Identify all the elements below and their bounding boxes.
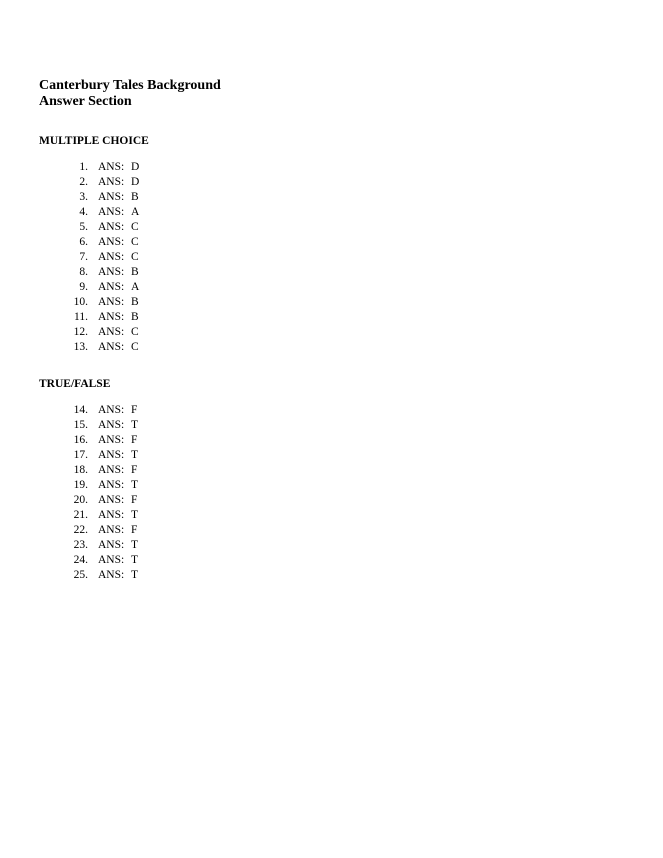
question-number: 12.: [73, 326, 88, 338]
answer-value: D: [131, 176, 140, 188]
answer-row: [0, 553, 300, 568]
question-number: 1.: [79, 161, 88, 173]
answer-value: F: [131, 434, 138, 446]
answer-value: F: [131, 524, 138, 536]
answer-value: A: [131, 206, 140, 218]
answer-value: C: [131, 236, 139, 248]
question-number: 17.: [73, 449, 88, 461]
answer-value: F: [131, 464, 138, 476]
answer-value: D: [131, 161, 140, 173]
answer-row: [0, 265, 300, 280]
answer-row: [0, 523, 300, 538]
answer-value: B: [131, 191, 139, 203]
question-number: 10.: [73, 296, 88, 308]
answer-value: T: [131, 449, 139, 461]
question-number: 6.: [79, 236, 88, 248]
answer-label: ANS:: [98, 281, 125, 293]
question-number: 21.: [73, 509, 88, 521]
answer-label: ANS:: [98, 266, 125, 278]
answer-row: [0, 160, 300, 175]
answer-row: [0, 190, 300, 205]
answer-row: [0, 220, 300, 235]
question-number: 15.: [73, 419, 88, 431]
answer-row: [0, 478, 300, 493]
answer-label: ANS:: [98, 161, 125, 173]
answer-label: ANS:: [98, 479, 125, 491]
question-number: 25.: [73, 569, 88, 581]
answer-label: ANS:: [98, 434, 125, 446]
answer-row: [0, 568, 300, 583]
answer-label: ANS:: [98, 326, 125, 338]
answer-row: [0, 448, 300, 463]
question-number: 13.: [73, 341, 88, 353]
answer-row: [0, 250, 300, 265]
question-number: 9.: [79, 281, 88, 293]
question-number: 22.: [73, 524, 88, 536]
question-number: 3.: [79, 191, 88, 203]
answer-row: [0, 310, 300, 325]
answer-label: ANS:: [98, 419, 125, 431]
answer-value: C: [131, 326, 139, 338]
answer-row: [0, 463, 300, 478]
answer-value: B: [131, 296, 139, 308]
answer-value: B: [131, 266, 139, 278]
answer-row: [0, 493, 300, 508]
question-number: 18.: [73, 464, 88, 476]
answer-row: [0, 205, 300, 220]
question-number: 23.: [73, 539, 88, 551]
multiple-choice-heading: MULTIPLE CHOICE: [39, 135, 149, 147]
answer-label: ANS:: [98, 524, 125, 536]
answer-value: T: [131, 554, 139, 566]
answer-value: A: [131, 281, 140, 293]
question-number: 4.: [79, 206, 88, 218]
answer-label: ANS:: [98, 464, 125, 476]
answer-value: T: [131, 479, 139, 491]
answer-value: C: [131, 221, 139, 233]
answer-label: ANS:: [98, 554, 125, 566]
answer-label: ANS:: [98, 191, 125, 203]
answer-label: ANS:: [98, 311, 125, 323]
question-number: 24.: [73, 554, 88, 566]
answer-row: [0, 235, 300, 250]
answer-label: ANS:: [98, 341, 125, 353]
question-number: 2.: [79, 176, 88, 188]
answer-label: ANS:: [98, 494, 125, 506]
answer-value: C: [131, 341, 139, 353]
answer-value: F: [131, 494, 138, 506]
answer-row: [0, 418, 300, 433]
question-number: 7.: [79, 251, 88, 263]
true-false-heading: TRUE/FALSE: [39, 378, 111, 390]
answer-value: F: [131, 404, 138, 416]
answer-row: [0, 280, 300, 295]
answer-value: T: [131, 539, 139, 551]
question-number: 19.: [73, 479, 88, 491]
answer-label: ANS:: [98, 206, 125, 218]
answer-row: [0, 403, 300, 418]
answer-value: B: [131, 311, 139, 323]
answer-value: T: [131, 419, 139, 431]
answer-value: T: [131, 569, 139, 581]
answer-row: [0, 538, 300, 553]
question-number: 20.: [73, 494, 88, 506]
answer-row: [0, 325, 300, 340]
question-number: 5.: [79, 221, 88, 233]
answer-label: ANS:: [98, 539, 125, 551]
question-number: 11.: [74, 311, 88, 323]
answer-label: ANS:: [98, 221, 125, 233]
answer-row: [0, 295, 300, 310]
question-number: 14.: [73, 404, 88, 416]
question-number: 8.: [79, 266, 88, 278]
question-number: 16.: [73, 434, 88, 446]
answer-label: ANS:: [98, 296, 125, 308]
answer-label: ANS:: [98, 404, 125, 416]
answer-row: [0, 340, 300, 355]
document-title: Canterbury Tales Background: [39, 78, 221, 93]
answer-value: C: [131, 251, 139, 263]
multiple-choice-answer-list: [0, 160, 300, 355]
document-subtitle: Answer Section: [39, 94, 132, 109]
answer-label: ANS:: [98, 251, 125, 263]
answer-row: [0, 508, 300, 523]
answer-label: ANS:: [98, 176, 125, 188]
answer-value: T: [131, 509, 139, 521]
answer-label: ANS:: [98, 449, 125, 461]
answer-label: ANS:: [98, 509, 125, 521]
answer-label: ANS:: [98, 569, 125, 581]
answer-label: ANS:: [98, 236, 125, 248]
true-false-answer-list: [0, 403, 300, 583]
answer-row: [0, 433, 300, 448]
answer-row: [0, 175, 300, 190]
